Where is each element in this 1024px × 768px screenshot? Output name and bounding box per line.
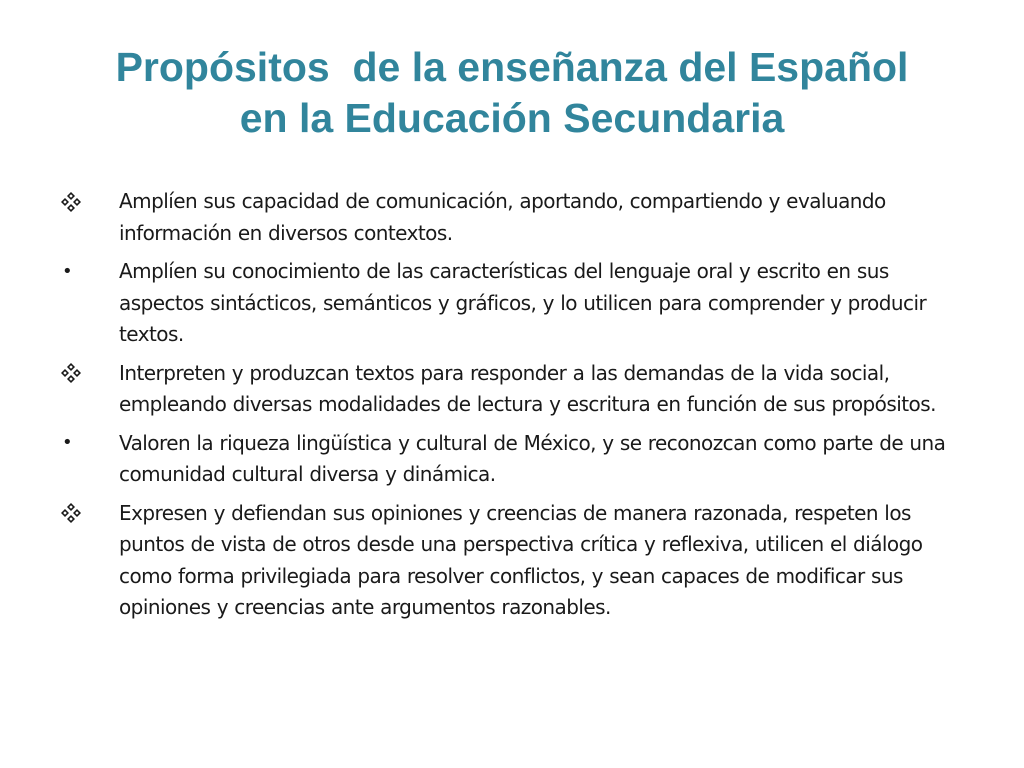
slide-title: [40, 42, 984, 144]
four-diamond-bullet-icon: [60, 358, 96, 389]
title-line-2: en la Educación Secundaria: [239, 95, 785, 141]
bullet-text: Valoren la riqueza lingüística y cultural de México, y se reconozcan como parte de una comunidad cultural diversa y dinámica.: [119, 430, 946, 486]
bullet-item-2: [60, 256, 960, 351]
four-diamond-bullet-icon: [60, 498, 96, 529]
title-line-1: Propósitos de la enseñanza del Español: [115, 44, 909, 90]
bullet-text: Amplíen su conocimiento de las características del lenguaje oral y escrito en sus aspectos sintácticos, semánticos y gráficos, y lo utilicen para comprender y producir textos.: [119, 259, 927, 346]
bullet-dot: •: [62, 260, 73, 282]
bullet-list: [60, 186, 960, 631]
bullet-item-5: [60, 498, 960, 624]
four-diamond-bullet-icon: [60, 186, 96, 217]
bullet-text: Interpreten y produzcan textos para responder a las demandas de la vida social, empleando diversas modalidades de lectura y escritura en función de sus propósitos.: [119, 360, 936, 416]
bullet-item-1: [60, 186, 960, 249]
bullet-text: Amplíen sus capacidad de comunicación, aportando, compartiendo y evaluando información en diversos contextos.: [119, 189, 886, 245]
bullet-item-3: [60, 358, 960, 421]
bullet-item-4: [60, 428, 960, 491]
bullet-text: Expresen y defiendan sus opiniones y creencias de manera razonada, respeten los puntos de vista de otros desde una perspectiva crítica y reflexiva, utilicen el diálogo como forma privilegiada para resolver conflictos, y sean capaces de modificar sus opiniones y creencias ante argumentos razonables.: [119, 500, 923, 619]
bullet-dot: •: [62, 432, 73, 454]
